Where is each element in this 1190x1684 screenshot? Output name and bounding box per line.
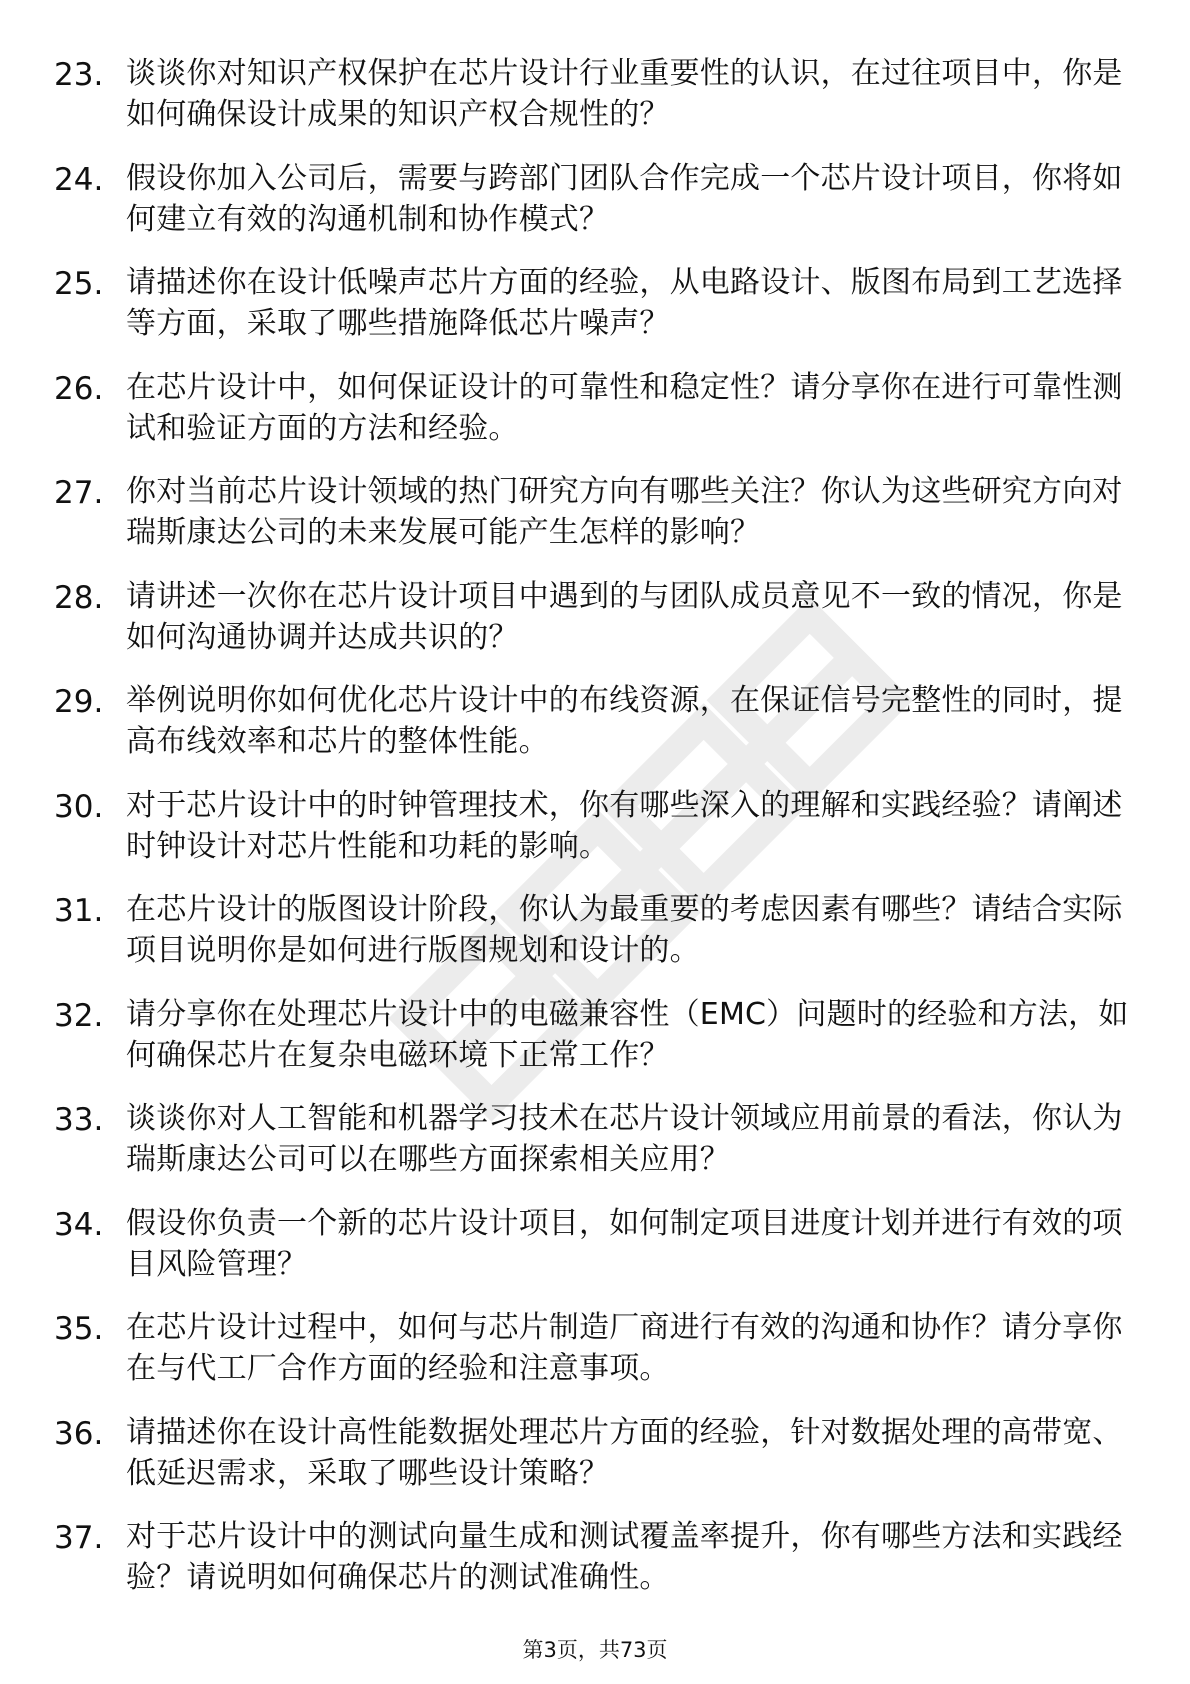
question-text: 在芯片设计中，如何保证设计的可靠性和稳定性？请分享你在进行可靠性测试和验证方面的方法和经验。 [126, 369, 1123, 446]
question-text: 谈谈你对知识产权保护在芯片设计行业重要性的认识，在过往项目中，你是如何确保设计成果的知识产权合规性的？ [126, 56, 1123, 132]
question-text: 假设你负责一个新的芯片设计项目，如何制定项目进度计划并进行有效的项目风险管理？ [126, 1205, 1123, 1282]
question-text: 在芯片设计过程中，如何与芯片制造厂商进行有效的沟通和协作？请分享你在与代工厂合作方面的经验和注意事项。 [126, 1310, 1123, 1386]
question-text: 对于芯片设计中的测试向量生成和测试覆盖率提升，你有哪些方法和实践经验？请说明如何确保芯片的测试准确性。 [126, 1519, 1123, 1595]
question-number: 26. [54, 370, 104, 407]
question-number: 23. [54, 57, 104, 93]
question-number: 31. [54, 893, 104, 929]
question-list [0, 49, 1190, 1617]
question-item [0, 1408, 1190, 1513]
question-item [0, 1303, 1190, 1408]
question-number: 34. [54, 1206, 104, 1243]
question-item [0, 1512, 1190, 1617]
question-text: 请分享你在处理芯片设计中的电磁兼容性（EMC）问题时的经验和方法，如何确保芯片在复杂电磁环境下正常工作？ [126, 996, 1129, 1073]
question-item [0, 154, 1190, 259]
question-number: 27. [54, 475, 104, 511]
question-number: 32. [54, 997, 104, 1034]
question-item [0, 990, 1190, 1095]
question-number: 28. [54, 579, 104, 616]
question-text: 请讲述一次你在芯片设计项目中遇到的与团队成员意见不一致的情况，你是如何沟通协调并达成共识的？ [126, 578, 1123, 655]
question-text: 对于芯片设计中的时钟管理技术，你有哪些深入的理解和实践经验？请阐述时钟设计对芯片性能和功耗的影响。 [126, 787, 1123, 864]
question-text: 谈谈你对人工智能和机器学习技术在芯片设计领域应用前景的看法，你认为瑞斯康达公司可以在哪些方面探索相关应用？ [126, 1101, 1123, 1177]
page-footer: 第3页，共73页 [522, 1638, 668, 1662]
question-item [0, 885, 1190, 990]
question-number: 30. [54, 788, 104, 825]
question-number: 35. [54, 1311, 104, 1347]
question-item [0, 676, 1190, 781]
question-item [0, 572, 1190, 677]
question-item [0, 781, 1190, 886]
question-text: 假设你加入公司后，需要与跨部门团队合作完成一个芯片设计项目，你将如何建立有效的沟通机制和协作模式？ [126, 160, 1123, 237]
question-text: 举例说明你如何优化芯片设计中的布线资源，在保证信号完整性的同时，提高布线效率和芯片的整体性能。 [126, 683, 1123, 759]
question-text: 请描述你在设计高性能数据处理芯片方面的经验，针对数据处理的高带宽、低延迟需求，采取了哪些设计策略？ [126, 1414, 1123, 1491]
question-item [0, 1094, 1190, 1199]
question-number: 37. [54, 1520, 104, 1556]
question-text: 在芯片设计的版图设计阶段，你认为最重要的考虑因素有哪些？请结合实际项目说明你是如何进行版图规划和设计的。 [126, 892, 1123, 968]
question-item [0, 467, 1190, 572]
question-number: 24. [54, 161, 104, 198]
question-number: 29. [54, 684, 104, 720]
question-text: 请描述你在设计低噪声芯片方面的经验，从电路设计、版图布局到工艺选择等方面，采取了哪些措施降低芯片噪声？ [126, 265, 1123, 341]
question-item [0, 1199, 1190, 1304]
question-number: 33. [54, 1102, 104, 1138]
question-item [0, 363, 1190, 468]
question-number: 25. [54, 266, 104, 302]
question-text: 你对当前芯片设计领域的热门研究方向有哪些关注？你认为这些研究方向对瑞斯康达公司的未来发展可能产生怎样的影响？ [126, 474, 1123, 550]
question-item [0, 49, 1190, 154]
question-item [0, 258, 1190, 363]
question-number: 36. [54, 1415, 104, 1452]
